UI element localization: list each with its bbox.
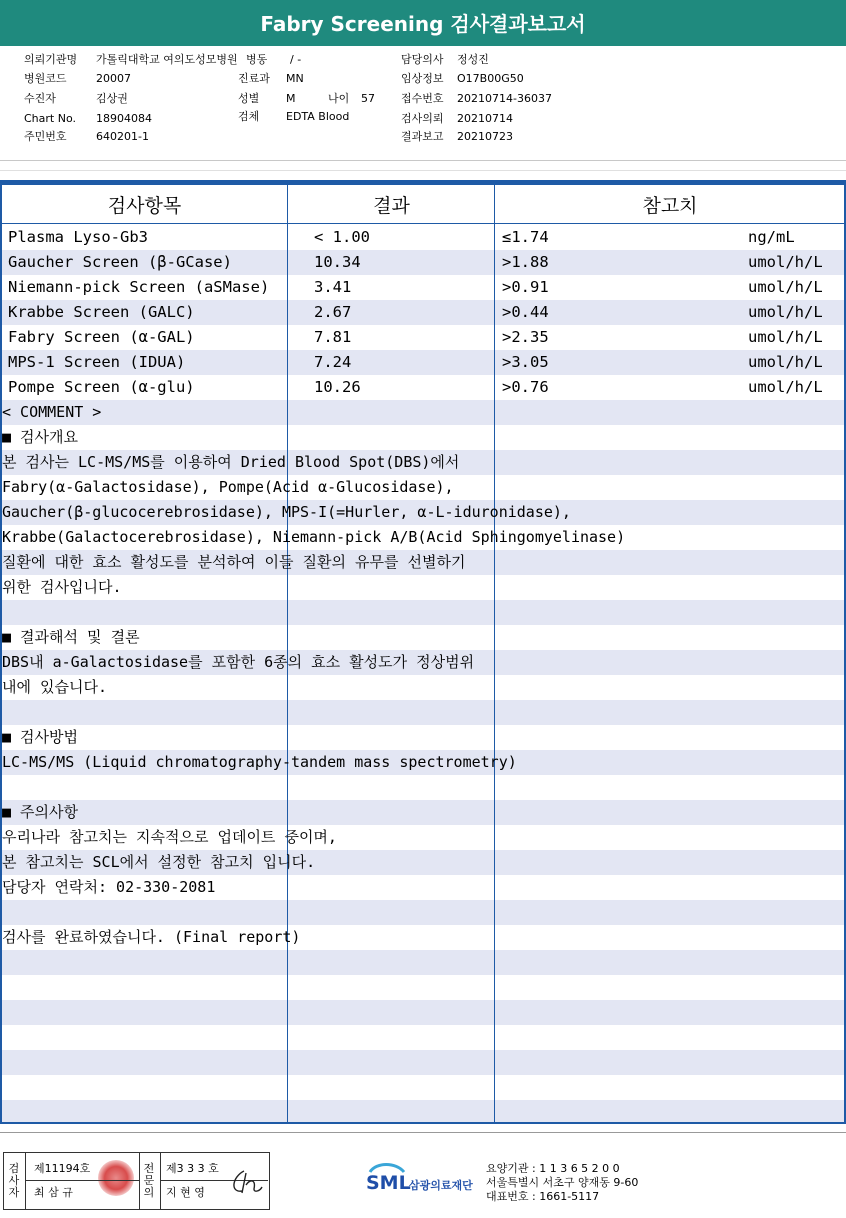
hospital-code-value: 20007 [96, 72, 131, 85]
row-stripe [2, 600, 844, 625]
table-row [0, 250, 846, 275]
test-result: 7.81 [314, 328, 352, 346]
footer-divider [0, 1132, 846, 1133]
comment-line: Gaucher(β-glucocerebrosidase), MPS-I(=Hurler, α-L-iduronidase), [2, 503, 571, 521]
comment-line: ■ 검사개요 [2, 428, 79, 446]
row-stripe [2, 775, 844, 800]
request-value: 20210714 [457, 112, 513, 125]
handwritten-signature-icon [226, 1167, 266, 1197]
row-stripe [2, 1050, 844, 1075]
signature-box [3, 1152, 270, 1210]
test-unit: ng/mL [748, 228, 795, 246]
reference-range: >3.05 [502, 353, 549, 371]
comment-line: 검사를 완료하였습니다. (Final report) [2, 928, 301, 946]
chart-value: 18904084 [96, 112, 152, 125]
row-stripe [2, 575, 844, 600]
test-unit: umol/h/L [748, 253, 823, 271]
row-stripe [2, 1025, 844, 1050]
test-item: Pompe Screen (α-glu) [8, 378, 195, 396]
row-stripe [2, 400, 844, 425]
header-reference: 참고치 [642, 195, 698, 217]
org-phone: 대표번호 : 1661-5117 [486, 1190, 600, 1203]
sex-label: 성별 [238, 92, 260, 105]
header-item: 검사항목 [107, 195, 182, 217]
comment-line: Krabbe(Galactocerebrosidase), Niemann-pick A/B(Acid Sphingomyelinase) [2, 528, 626, 546]
care-number: 요양기관 : 1 1 3 6 5 2 0 0 [486, 1162, 620, 1175]
dept-value: MN [286, 72, 304, 85]
clinical-label: 임상정보 [401, 72, 444, 85]
reference-range: >2.35 [502, 328, 549, 346]
row-stripe [2, 700, 844, 725]
test-result: 2.67 [314, 303, 352, 321]
reference-range: >1.88 [502, 253, 549, 271]
age-label: 나이 [328, 92, 350, 105]
row-stripe [2, 975, 844, 1000]
reference-range: >0.76 [502, 378, 549, 396]
institution-value: 가톨릭대학교 여의도성모병원 [96, 53, 238, 66]
test-item: Plasma Lyso-Gb3 [8, 228, 148, 246]
comment-line: 내에 있습니다. [2, 678, 108, 696]
test-unit: umol/h/L [748, 278, 823, 296]
institution-label: 의뢰기관명 [24, 53, 78, 66]
rrn-label: 주민번호 [24, 130, 67, 143]
report-title: Fabry Screening 검사결과보고서 [0, 0, 846, 46]
comment-line: 본 검사는 LC-MS/MS를 이용하여 Dried Blood Spot(DBS)에서 [2, 453, 460, 471]
test-item: Krabbe Screen (GALC) [8, 303, 195, 321]
patient-label: 수진자 [24, 92, 56, 105]
ward-label: 병동 [246, 53, 268, 66]
specialist-label: 전문의 [143, 1162, 155, 1199]
rrn-value: 640201-1 [96, 130, 149, 143]
header-divider-2 [0, 170, 846, 171]
sex-value: M [286, 92, 296, 105]
test-item: Gaucher Screen (β-GCase) [8, 253, 232, 271]
table-top-border [0, 180, 846, 185]
examiner-name: 최 삼 규 [34, 1186, 73, 1199]
specimen-value: EDTA Blood [286, 110, 350, 123]
doctor-label: 담당의사 [401, 53, 444, 66]
patient-value: 김상권 [96, 92, 128, 105]
table-row [0, 375, 846, 400]
row-stripe [2, 900, 844, 925]
sml-logo-text: SML [366, 1172, 411, 1194]
signature-divider [25, 1180, 139, 1181]
test-item: MPS-1 Screen (IDUA) [8, 353, 186, 371]
report-date-value: 20210723 [457, 130, 513, 143]
examiner-seal-icon [98, 1160, 134, 1196]
org-address: 서울특별시 서초구 양재동 9-60 [486, 1176, 639, 1189]
dept-label: 진료과 [238, 72, 270, 85]
row-stripe [2, 725, 844, 750]
test-result: 3.41 [314, 278, 352, 296]
examiner-label: 검사자 [8, 1162, 20, 1199]
reference-range: >0.44 [502, 303, 549, 321]
test-unit: umol/h/L [748, 303, 823, 321]
row-stripe [2, 800, 844, 825]
signature-divider [25, 1153, 26, 1209]
table-left-border [0, 180, 2, 1124]
doctor-value: 정성진 [457, 53, 489, 66]
examiner-number: 제11194호 [34, 1162, 91, 1175]
test-unit: umol/h/L [748, 353, 823, 371]
clinical-value: O17B00G50 [457, 72, 524, 85]
table-bottom-border [0, 1122, 846, 1124]
reference-range: ≤1.74 [502, 228, 549, 246]
signature-divider [139, 1153, 140, 1209]
test-unit: umol/h/L [748, 378, 823, 396]
table-row [0, 325, 846, 350]
table-row [0, 225, 846, 250]
test-result: < 1.00 [314, 228, 370, 246]
test-unit: umol/h/L [748, 328, 823, 346]
reference-range: >0.91 [502, 278, 549, 296]
row-stripe [2, 1075, 844, 1100]
comment-line: ■ 결과해석 및 결론 [2, 628, 140, 646]
hospital-code-label: 병원코드 [24, 72, 67, 85]
table-row [0, 300, 846, 325]
request-label: 검사의뢰 [401, 112, 444, 125]
header-divider [0, 160, 846, 161]
comment-line: 우리나라 참고치는 지속적으로 업데이트 중이며, [2, 828, 337, 846]
test-item: Fabry Screen (α-GAL) [8, 328, 195, 346]
comment-line: 담당자 연락처: 02-330-2081 [2, 878, 216, 896]
chart-label: Chart No. [24, 112, 76, 125]
receipt-value: 20210714-36037 [457, 92, 552, 105]
signature-divider [160, 1153, 161, 1209]
table-row [0, 350, 846, 375]
comment-line: Fabry(α-Galactosidase), Pompe(Acid α-Glucosidase), [2, 478, 454, 496]
header-result: 결과 [373, 195, 410, 217]
report-date-label: 결과보고 [401, 130, 444, 143]
comment-heading: < COMMENT > [2, 403, 102, 421]
test-result: 10.26 [314, 378, 361, 396]
row-stripe [2, 425, 844, 450]
age-value: 57 [361, 92, 375, 105]
test-item: Niemann-pick Screen (aSMase) [8, 278, 270, 296]
test-result: 10.34 [314, 253, 361, 271]
ward-value: / - [290, 53, 302, 66]
comment-line: 위한 검사입니다. [2, 578, 122, 596]
comment-line: LC-MS/MS (Liquid chromatography-tandem mass spectrometry) [2, 753, 517, 771]
table-header [2, 185, 844, 224]
comment-line: 본 참고치는 SCL에서 설정한 참고치 입니다. [2, 853, 316, 871]
comment-line: ■ 검사방법 [2, 728, 79, 746]
specimen-label: 검체 [238, 110, 260, 123]
table-row [0, 275, 846, 300]
org-name: 삼광의료재단 [409, 1179, 473, 1192]
row-stripe [2, 675, 844, 700]
receipt-label: 접수번호 [401, 92, 444, 105]
specialist-name: 지 현 영 [166, 1186, 205, 1199]
comment-line: 질환에 대한 효소 활성도를 분석하여 이들 질환의 유무를 선별하기 [2, 553, 466, 571]
row-stripe [2, 1000, 844, 1025]
row-stripe [2, 1100, 844, 1122]
comment-line: DBS내 a-Galactosidase를 포함한 6종의 효소 활성도가 정상범위 [2, 653, 475, 671]
specialist-number: 제3 3 3 호 [166, 1162, 219, 1175]
comment-line: ■ 주의사항 [2, 803, 79, 821]
row-stripe [2, 950, 844, 975]
test-result: 7.24 [314, 353, 352, 371]
